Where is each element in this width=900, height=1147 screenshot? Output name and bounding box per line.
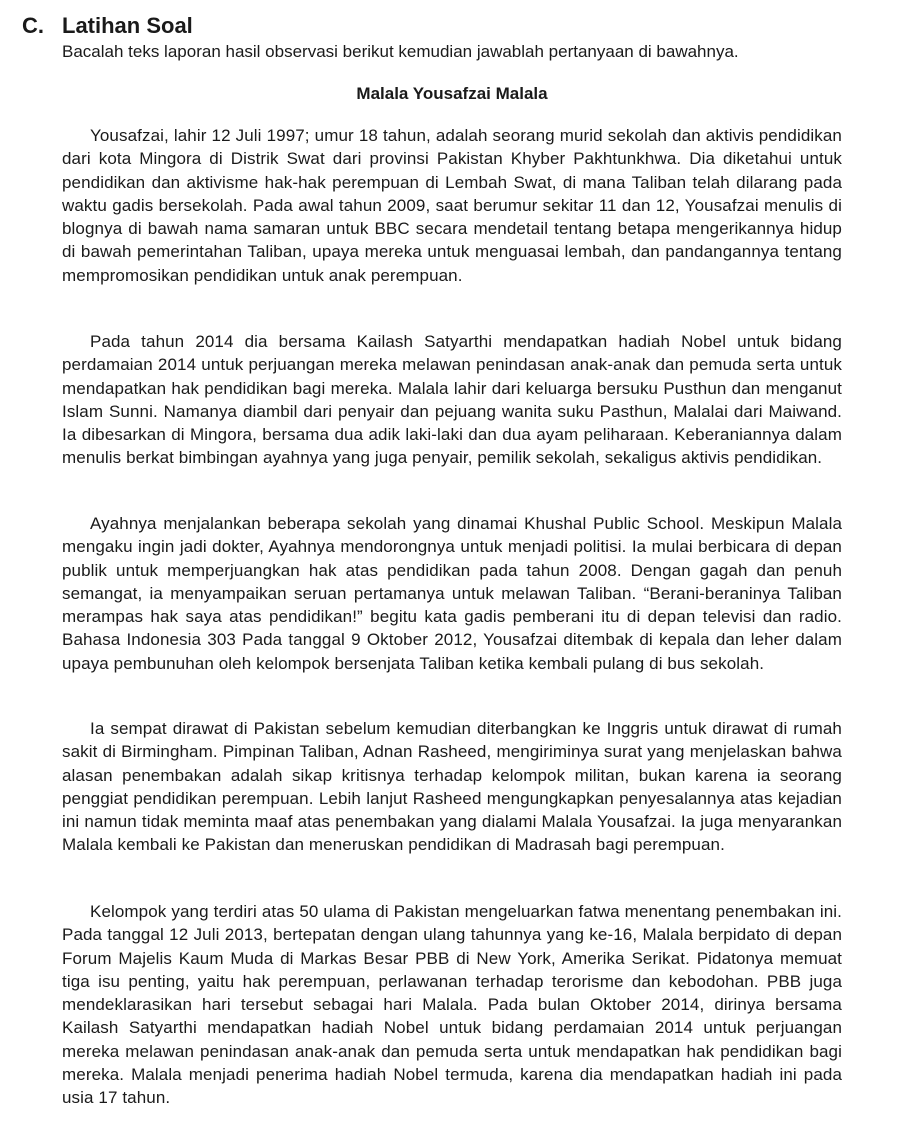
article-paragraph-3: Ayahnya menjalankan beberapa sekolah yang dinamai Khushal Public School. Meskipun Malala mengaku ingin jadi dokter, Ayahnya mendorongnya untuk menjadi politisi. Ia mulai berbicara di depan publik untuk memperjuangkan hak atas pendidikan pada tahun 2008. Dengan gagah dan penuh semangat, ia menyampaikan seruan pertamanya untuk melawan Taliban. “Berani-beraninya Taliban merampas hak saya atas pendidikan!” begitu kata gadis pemberani itu di depan televisi dan radio. Bahasa Indonesia 303 Pada tanggal 9 Oktober 2012, Yousafzai ditembak di kepala dan leher dalam upaya pembunuhan oleh kelompok bersenjata Taliban ketika kembali pulang di bus sekolah.: [62, 514, 842, 673]
article-paragraph-2: Pada tahun 2014 dia bersama Kailash Satyarthi mendapatkan hadiah Nobel untuk bidang perdamaian 2014 untuk perjuangan mereka melawan penindasan anak-anak dan pemuda serta untuk mendapatkan hak pendidikan bagi mereka. Malala lahir dari keluarga bersuku Pusthun dan menganut Islam Sunni. Namanya diambil dari penyair dan pejuang wanita suku Pasthun, Malalai dari Maiwand. Ia dibesarkan di Mingora, bersama dua adik laki-laki dan dua ayam peliharaan. Keberaniannya dalam menulis berkat bimbingan ayahnya yang juga penyair, pemilik sekolah, sekaligus aktivis pendidikan.: [62, 332, 842, 468]
instruction-text: Bacalah teks laporan hasil observasi berikut kemudian jawablah pertanyaan di bawahnya.: [62, 42, 739, 61]
article-paragraph-1: Yousafzai, lahir 12 Juli 1997; umur 18 tahun, adalah seorang murid sekolah dan aktivis pendidikan dari kota Mingora di Distrik Swat dari provinsi Pakistan Khyber Pakhtunkhwa. Dia diketahui untuk pendidikan dan aktivisme hak-hak perempuan di Lembah Swat, di mana Taliban telah dilarang pada waktu gadis bersekolah. Pada awal tahun 2009, saat berumur sekitar 11 dan 12, Yousafzai menulis di blognya di bawah nama samaran untuk BBC secara mendetail tentang betapa mengerikannya hidup di bawah pemerintahan Taliban, upaya mereka untuk menguasai lembah, dan pandangannya tentang mempromosikan pendidikan untuk anak perempuan.: [62, 126, 842, 285]
section-letter: C.: [22, 13, 44, 38]
section-heading: [22, 12, 193, 40]
section-title: Latihan Soal: [62, 13, 193, 38]
article-paragraph-5: Kelompok yang terdiri atas 50 ulama di Pakistan mengeluarkan fatwa menentang penembakan ini. Pada tanggal 12 Juli 2013, bertepatan dengan ulang tahunnya yang ke-16, Malala berpidato di depan Forum Majelis Kaum Muda di Markas Besar PBB di New York, Amerika Serikat. Pidatonya memuat tiga isu penting, yaitu hak perempuan, perlawanan terhadap terorisme dan kebodohan. PBB juga mendeklarasikan hari tersebut sebagai hari Malala. Pada bulan Oktober 2014, dirinya bersama Kailash Satyarthi mendapatkan hadiah Nobel untuk bidang perdamaian 2014 untuk perjuangan mereka melawan penindasan anak-anak dan pemuda serta untuk mendapatkan hak pendidikan bagi mereka. Malala menjadi penerima hadiah Nobel termuda, karena dia mendapatkan hadiah ini pada usia 17 tahun.: [62, 902, 842, 1108]
article-paragraph-4: Ia sempat dirawat di Pakistan sebelum kemudian diterbangkan ke Inggris untuk dirawat di rumah sakit di Birmingham. Pimpinan Taliban, Adnan Rasheed, mengiriminya surat yang menjelaskan bahwa alasan penembakan adalah sikap kritisnya terhadap kelompok militan, bukan karena ia seorang penggiat pendidikan perempuan. Lebih lanjut Rasheed mengungkapkan penyesalannya atas kejadian ini namun tidak meminta maaf atas penembakan yang dialami Malala Yousafzai. Ia juga menyarankan Malala kembali ke Pakistan dan meneruskan pendidikan di Madrasah bagi perempuan.: [62, 719, 842, 855]
article-title: Malala Yousafzai Malala: [356, 84, 548, 103]
